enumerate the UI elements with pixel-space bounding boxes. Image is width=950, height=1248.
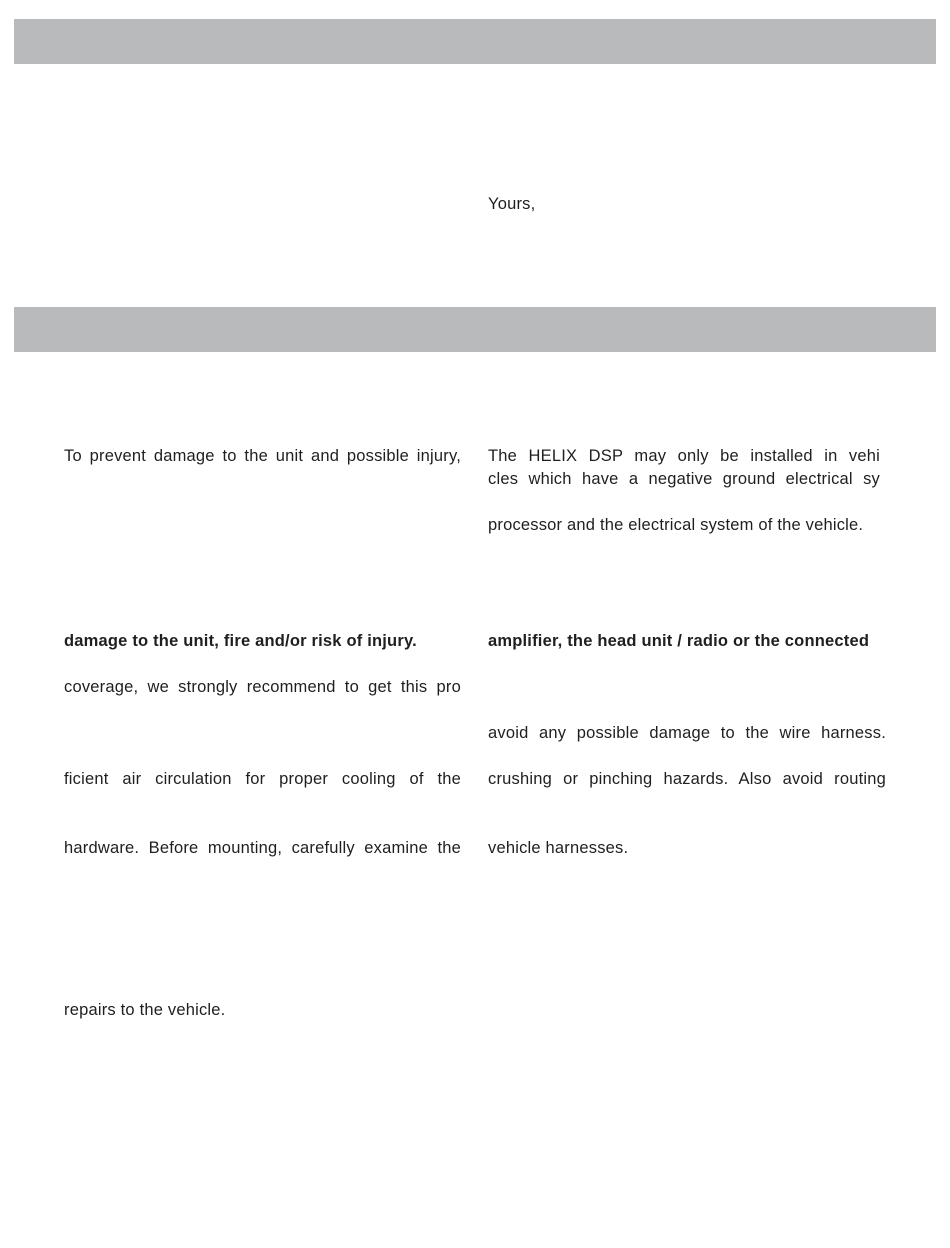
left-text-line: To prevent damage to the unit and possible injury, [64, 447, 461, 465]
left-text-line: repairs to the vehicle. [64, 1001, 226, 1019]
right-text-line: crushing or pinching hazards. Also avoid routing [488, 770, 886, 788]
left-text-line: ficient air circulation for proper cooling of the [64, 770, 461, 788]
left-text-line: hardware. Before mounting, carefully examine the [64, 839, 461, 857]
right-text-line: processor and the electrical system of the vehicle. [488, 516, 864, 534]
right-text-line: cles which have a negative ground electrical sy [488, 470, 880, 488]
right-text-line: The HELIX DSP may only be installed in vehi [488, 447, 880, 465]
right-text-line: vehicle harnesses. [488, 839, 629, 857]
header-band [14, 19, 936, 64]
section-band [14, 307, 936, 352]
left-warning-line: damage to the unit, fire and/or risk of injury. [64, 632, 417, 650]
closing-signoff: Yours, [488, 195, 536, 213]
right-text-line: avoid any possible damage to the wire harness. [488, 724, 886, 742]
right-warning-line: amplifier, the head unit / radio or the connected [488, 632, 870, 650]
left-text-line: coverage, we strongly recommend to get this pro [64, 678, 461, 696]
